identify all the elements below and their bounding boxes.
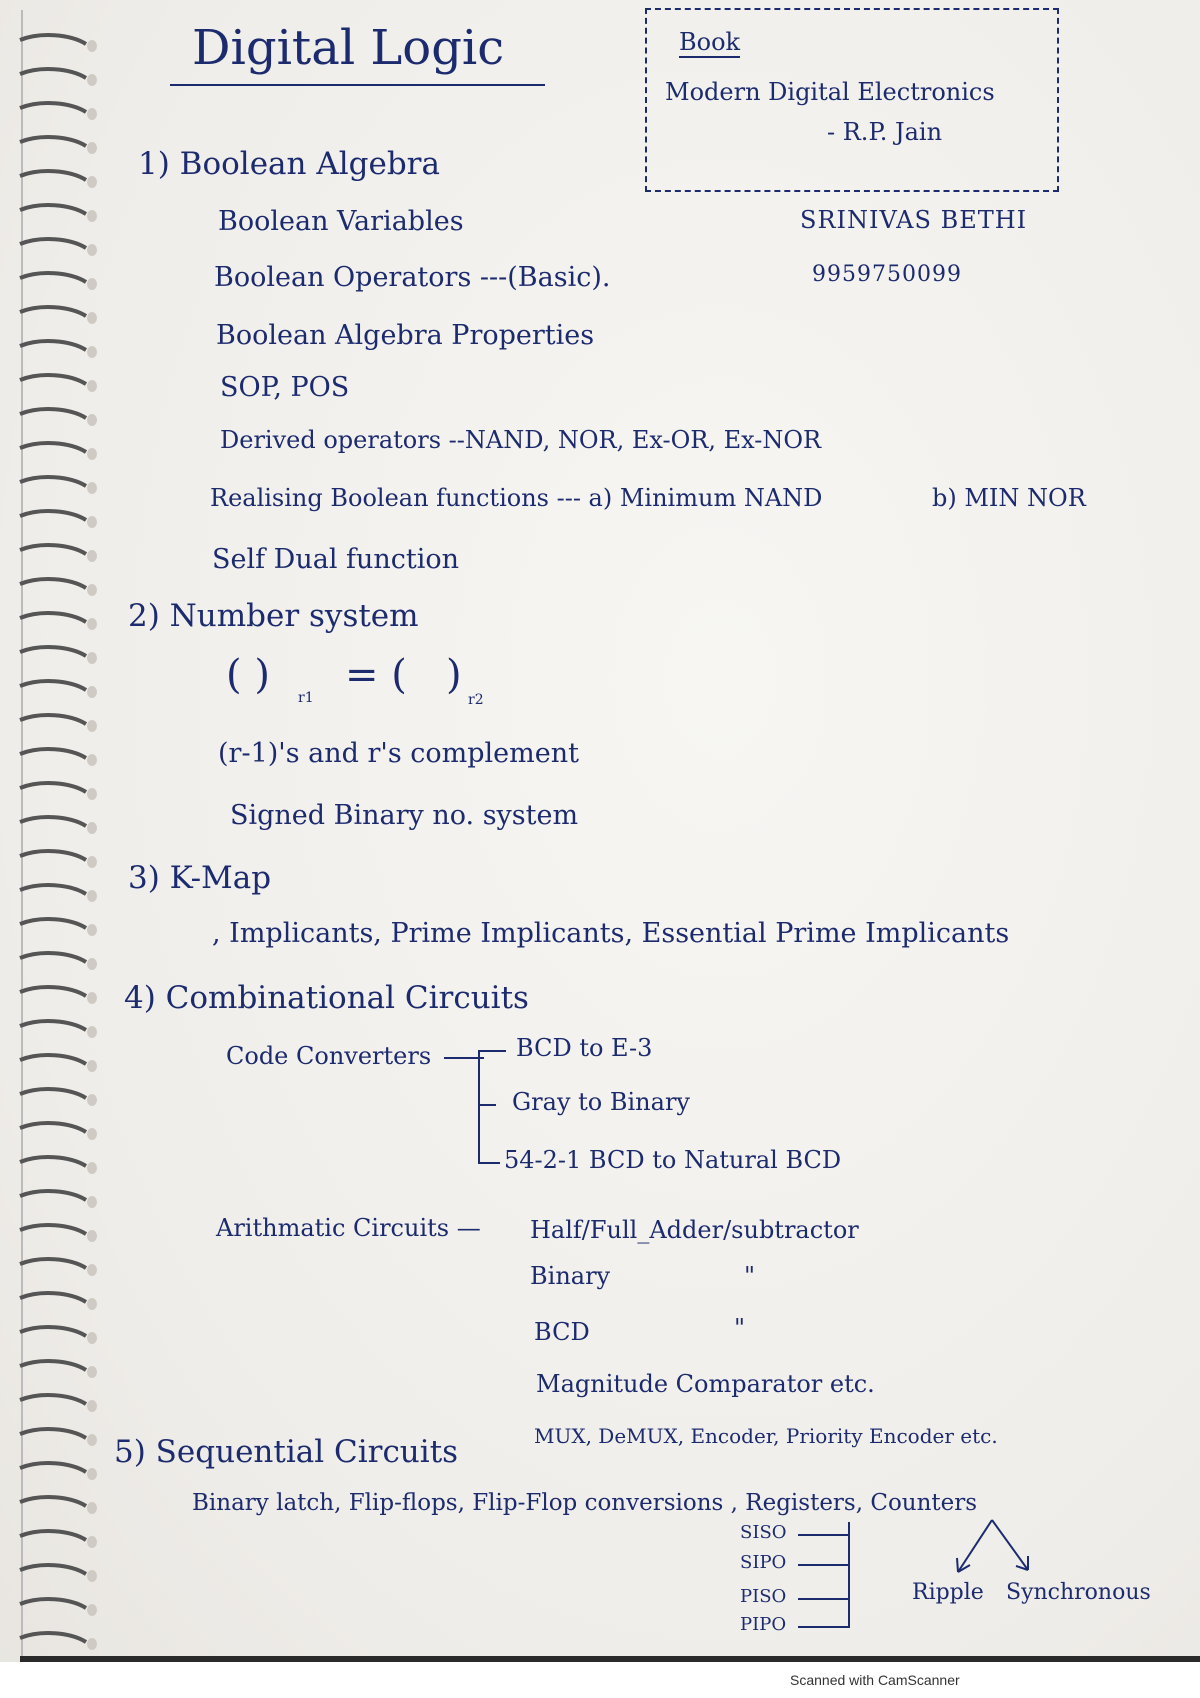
punch-hole [87, 1536, 97, 1548]
punch-hole [87, 74, 97, 86]
register-type: PISO [740, 1586, 787, 1607]
list-item: Gray to Binary [512, 1088, 690, 1116]
arithmatic-label: Arithmatic Circuits — [216, 1214, 481, 1242]
punch-hole [87, 1230, 97, 1242]
spiral-coil [20, 273, 86, 282]
book-name: Modern Digital Electronics [665, 78, 995, 106]
spiral-coil [20, 137, 86, 146]
spiral-coil [20, 1633, 86, 1642]
punch-hole [87, 516, 97, 528]
list-item: Boolean Algebra Properties [216, 320, 595, 351]
punch-hole [87, 142, 97, 154]
list-item: MUX, DeMUX, Encoder, Priority Encoder etc. [534, 1424, 998, 1448]
spiral-coil [20, 1395, 86, 1404]
punch-hole [87, 1264, 97, 1276]
spiral-coil [20, 1463, 86, 1472]
spiral-coil [20, 1531, 86, 1540]
spiral-coil [20, 1259, 86, 1268]
scan-credit: Scanned with CamScanner [790, 1672, 960, 1688]
spiral-coil [20, 647, 86, 656]
punch-hole [87, 40, 97, 52]
punch-hole [87, 1128, 97, 1140]
spiral-binding-icon [0, 10, 110, 1660]
list-item: Half/Full_Adder/subtractor [530, 1216, 859, 1244]
punch-hole [87, 788, 97, 800]
list-item: Boolean Variables [218, 206, 464, 237]
section-4-heading: 4) Combinational Circuits [124, 980, 529, 1016]
punch-hole [87, 1332, 97, 1344]
section-5-heading: 5) Sequential Circuits [114, 1434, 459, 1470]
punch-hole [87, 584, 97, 596]
punch-hole [87, 1366, 97, 1378]
spiral-coil [20, 1327, 86, 1336]
list-item: Signed Binary no. system [230, 800, 579, 831]
punch-hole [87, 1060, 97, 1072]
punch-hole [87, 1196, 97, 1208]
list-item: Self Dual function [212, 544, 460, 575]
punch-hole [87, 1298, 97, 1310]
spiral-coil [20, 1055, 86, 1064]
formula-subscript: r2 [468, 692, 484, 708]
punch-hole [87, 1468, 97, 1480]
spiral-coil [20, 851, 86, 860]
punch-hole [87, 108, 97, 120]
spiral-coil [20, 1157, 86, 1166]
formula-subscript: r1 [298, 690, 314, 706]
spiral-coil [20, 409, 86, 418]
counter-branch-arrows-icon [940, 1518, 1050, 1578]
punch-hole [87, 652, 97, 664]
page-title: Digital Logic [192, 20, 505, 76]
spiral-coil [20, 885, 86, 894]
connector-line [798, 1534, 850, 1536]
list-item: , Implicants, Prime Implicants, Essential Prime Implicants [212, 918, 1010, 949]
spiral-coil [20, 1565, 86, 1574]
punch-hole [87, 346, 97, 358]
spiral-coil [20, 919, 86, 928]
spiral-coil [20, 341, 86, 350]
book-author: - R.P. Jain [827, 118, 943, 146]
connector-line [798, 1598, 850, 1600]
title-underline [170, 84, 545, 86]
bracket-line [478, 1050, 480, 1162]
footer-strip [0, 1662, 1200, 1698]
ditto-mark: " [734, 1314, 746, 1342]
punch-hole [87, 1026, 97, 1038]
formula-right: = ( [345, 652, 407, 698]
book-label: Book [679, 28, 741, 56]
spiral-coil [20, 171, 86, 180]
punch-hole [87, 550, 97, 562]
spiral-coil [20, 1599, 86, 1608]
punch-hole [87, 482, 97, 494]
book-reference-box [645, 8, 1059, 192]
list-item: b) MIN NOR [932, 484, 1086, 512]
spiral-coil [20, 511, 86, 520]
spiral-coil [20, 783, 86, 792]
punch-hole [87, 1604, 97, 1616]
spiral-coil [20, 579, 86, 588]
punch-hole [87, 244, 97, 256]
punch-hole [87, 414, 97, 426]
bracket-line [848, 1522, 850, 1628]
punch-hole [87, 686, 97, 698]
punch-hole [87, 1162, 97, 1174]
list-item: BCD to E-3 [516, 1034, 653, 1062]
punch-hole [87, 210, 97, 222]
connector-line [478, 1104, 496, 1106]
register-type: SIPO [740, 1552, 787, 1573]
list-item: (r-1)'s and r's complement [218, 738, 579, 769]
spiral-coil [20, 1191, 86, 1200]
punch-hole [87, 618, 97, 630]
punch-hole [87, 1400, 97, 1412]
spiral-coil [20, 69, 86, 78]
spiral-coil [20, 1429, 86, 1438]
punch-hole [87, 1638, 97, 1650]
punch-hole [87, 992, 97, 1004]
spiral-coil [20, 613, 86, 622]
punch-hole [87, 1570, 97, 1582]
spiral-coil [20, 1361, 86, 1370]
list-item: BCD [534, 1318, 590, 1346]
spiral-coil [20, 1293, 86, 1302]
punch-hole [87, 720, 97, 732]
spiral-coil [20, 205, 86, 214]
counter-type: Synchronous [1006, 1580, 1151, 1605]
contact-name: SRINIVAS BETHI [800, 206, 1028, 234]
spiral-coil [20, 477, 86, 486]
punch-hole [87, 1434, 97, 1446]
contact-phone: 9959750099 [812, 262, 962, 287]
sequential-line: Binary latch, Flip-flops, Flip-Flop conversions , Registers, Counters [192, 1490, 978, 1516]
punch-hole [87, 890, 97, 902]
spiral-coil [20, 1089, 86, 1098]
list-item: Derived operators --NAND, NOR, Ex-OR, Ex-NOR [220, 426, 822, 454]
code-converters-label: Code Converters [226, 1042, 432, 1070]
spiral-coil [20, 715, 86, 724]
list-item: Boolean Operators ---(Basic). [214, 262, 611, 293]
spiral-coil [20, 239, 86, 248]
list-item: Magnitude Comparator etc. [536, 1370, 875, 1398]
punch-hole [87, 1094, 97, 1106]
spiral-coil [20, 443, 86, 452]
spiral-coil [20, 35, 86, 44]
spiral-coil [20, 1497, 86, 1506]
punch-hole [87, 176, 97, 188]
punch-hole [87, 278, 97, 290]
section-1-heading: 1) Boolean Algebra [138, 146, 440, 182]
punch-hole [87, 312, 97, 324]
spiral-coil [20, 817, 86, 826]
register-type: SISO [740, 1522, 787, 1543]
connector-line [798, 1564, 850, 1566]
punch-hole [87, 754, 97, 766]
formula-close: ) [446, 652, 462, 698]
ditto-mark: " [744, 1262, 756, 1290]
spiral-coil [20, 1021, 86, 1030]
spiral-coil [20, 681, 86, 690]
punch-hole [87, 856, 97, 868]
punch-hole [87, 448, 97, 460]
punch-hole [87, 958, 97, 970]
spiral-coil [20, 987, 86, 996]
list-item: 54-2-1 BCD to Natural BCD [504, 1146, 842, 1174]
spiral-coil [20, 545, 86, 554]
punch-hole [87, 1502, 97, 1514]
formula-left: ( ) [226, 652, 270, 698]
connector-line [478, 1162, 500, 1164]
connector-line [478, 1050, 506, 1052]
spiral-coil [20, 953, 86, 962]
punch-hole [87, 924, 97, 936]
list-item: SOP, POS [220, 372, 350, 403]
spiral-coil [20, 307, 86, 316]
spiral-coil [20, 103, 86, 112]
counter-type: Ripple [912, 1580, 984, 1605]
register-type: PIPO [740, 1614, 787, 1635]
punch-hole [87, 822, 97, 834]
connector-line [798, 1626, 850, 1628]
list-item: Realising Boolean functions --- a) Minimum NAND [210, 484, 823, 512]
punch-hole [87, 380, 97, 392]
section-3-heading: 3) K-Map [128, 860, 272, 896]
list-item: Binary [530, 1262, 611, 1290]
spiral-coil [20, 375, 86, 384]
spiral-coil [20, 1225, 86, 1234]
section-2-heading: 2) Number system [128, 598, 419, 634]
spiral-coil [20, 749, 86, 758]
spiral-coil [20, 1123, 86, 1132]
